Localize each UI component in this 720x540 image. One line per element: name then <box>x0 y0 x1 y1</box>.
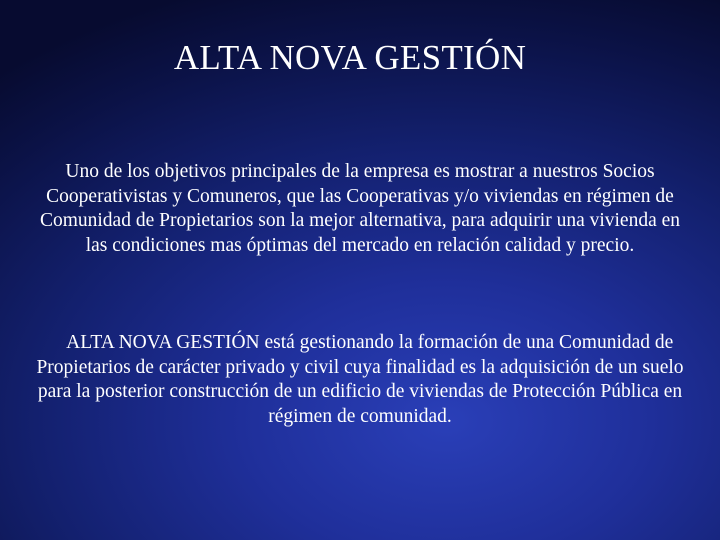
paragraph-community-text: ALTA NOVA GESTIÓN está gestionando la formación de una Comunidad de Propietarios de carácter privado y civil cuya finalidad es la adquisición de un suelo para la posterior construcción de un edificio de viviendas de Protección Pública en régimen de comunidad. <box>36 332 684 427</box>
paragraph-objectives: Uno de los objetivos principales de la empresa es mostrar a nuestros Socios Cooperativistas y Comuneros, que las Cooperativas y/o viviendas en régimen de Comunidad de Propietarios son la mejor alternativa, para adquirir una vivienda en las condiciones mas óptimas del mercado en relación calidad y precio. <box>39 161 681 256</box>
paragraph-community <box>34 331 686 429</box>
slide-title: ALTA NOVA GESTIÓN <box>173 38 527 77</box>
